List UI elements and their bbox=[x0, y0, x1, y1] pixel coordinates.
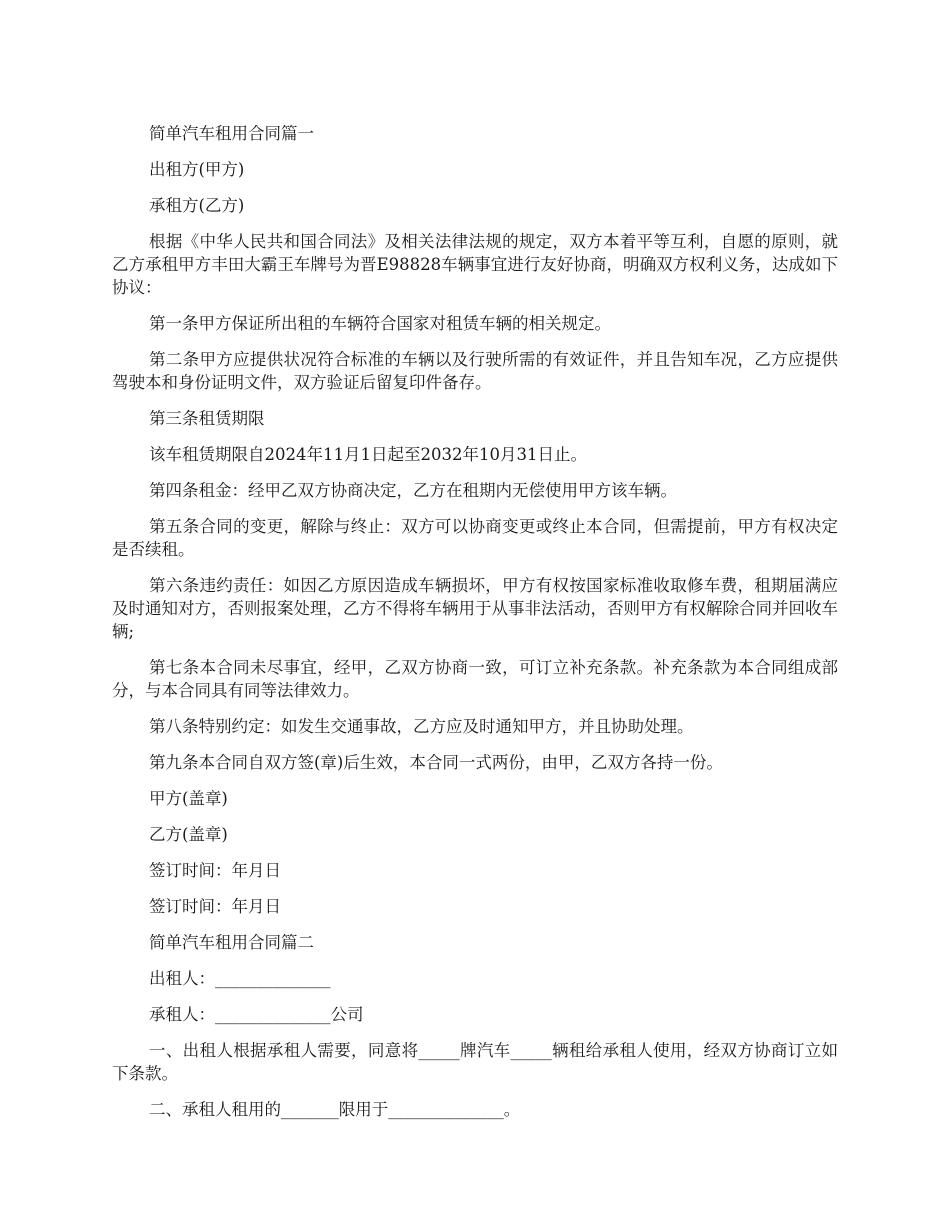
section-title-2: 简单汽车租用合同篇二 bbox=[149, 933, 314, 952]
party-b-seal: 乙方(盖章) bbox=[149, 825, 228, 844]
article-7: 第七条本合同未尽事宜，经甲，乙双方协商一致，可订立补充条款。补充条款为本合同组成部分，与本合同具有同等法律效力。 bbox=[112, 658, 838, 700]
article-5: 第五条合同的变更，解除与终止：双方可以协商变更或终止本合同，但需提前，甲方有权决定是否续租。 bbox=[112, 517, 838, 559]
lessee-line: 承租方(乙方) bbox=[149, 196, 245, 215]
article-6: 第六条违约责任：如因乙方原因造成车辆损坏，甲方有权按国家标准收取修车费，租期届满应及时通知对方，否则报案处理，乙方不得将车辆用于从事非法活动，否则甲方有权解除合同并回收车辆; bbox=[112, 576, 838, 641]
article-4: 第四条租金：经甲乙双方协商决定，乙方在租期内无偿使用甲方该车辆。 bbox=[149, 481, 677, 500]
article-3-heading: 第三条租赁期限 bbox=[149, 409, 265, 428]
party-a-seal: 甲方(盖章) bbox=[149, 789, 228, 808]
signing-date-1: 签订时间：年月日 bbox=[149, 861, 281, 880]
article-8: 第八条特别约定：如发生交通事故，乙方应及时通知甲方，并且协助处理。 bbox=[149, 717, 694, 736]
article-2: 第二条甲方应提供状况符合标准的车辆以及行驶所需的有效证件，并且告知车况，乙方应提供驾驶本和身份证明文件，双方验证后留复印件备存。 bbox=[112, 350, 838, 392]
lease-term: 该车租赁期限自2024年11月1日起至2032年10月31日止。 bbox=[149, 445, 587, 464]
clause-2: 二、承租人租用的_______限用于______________。 bbox=[149, 1100, 521, 1119]
document-page bbox=[112, 122, 838, 1134]
article-1: 第一条甲方保证所出租的车辆符合国家对租赁车辆的相关规定。 bbox=[149, 314, 611, 333]
preamble-paragraph: 根据《中华人民共和国合同法》及相关法律法规的规定，双方本着平等互利，自愿的原则，就乙方承租甲方丰田大霸王车牌号为晋E98828车辆事宜进行友好协商，明确双方权利义务，达成如下协议： bbox=[112, 232, 838, 297]
section-title: 简单汽车租用合同篇一 bbox=[149, 124, 314, 143]
lessee-blank: 承租人：______________公司 bbox=[149, 1005, 364, 1024]
clause-1: 一、出租人根据承租人需要，同意将_____牌汽车_____辆租给承租人使用，经双方协商订立如下条款。 bbox=[112, 1041, 838, 1083]
signing-date-2: 签订时间：年月日 bbox=[149, 897, 281, 916]
article-9: 第九条本合同自双方签(章)后生效，本合同一式两份，由甲，乙双方各持一份。 bbox=[149, 753, 723, 772]
lessor-blank: 出租人：______________ bbox=[149, 969, 331, 988]
lessor-line: 出租方(甲方) bbox=[149, 160, 245, 179]
